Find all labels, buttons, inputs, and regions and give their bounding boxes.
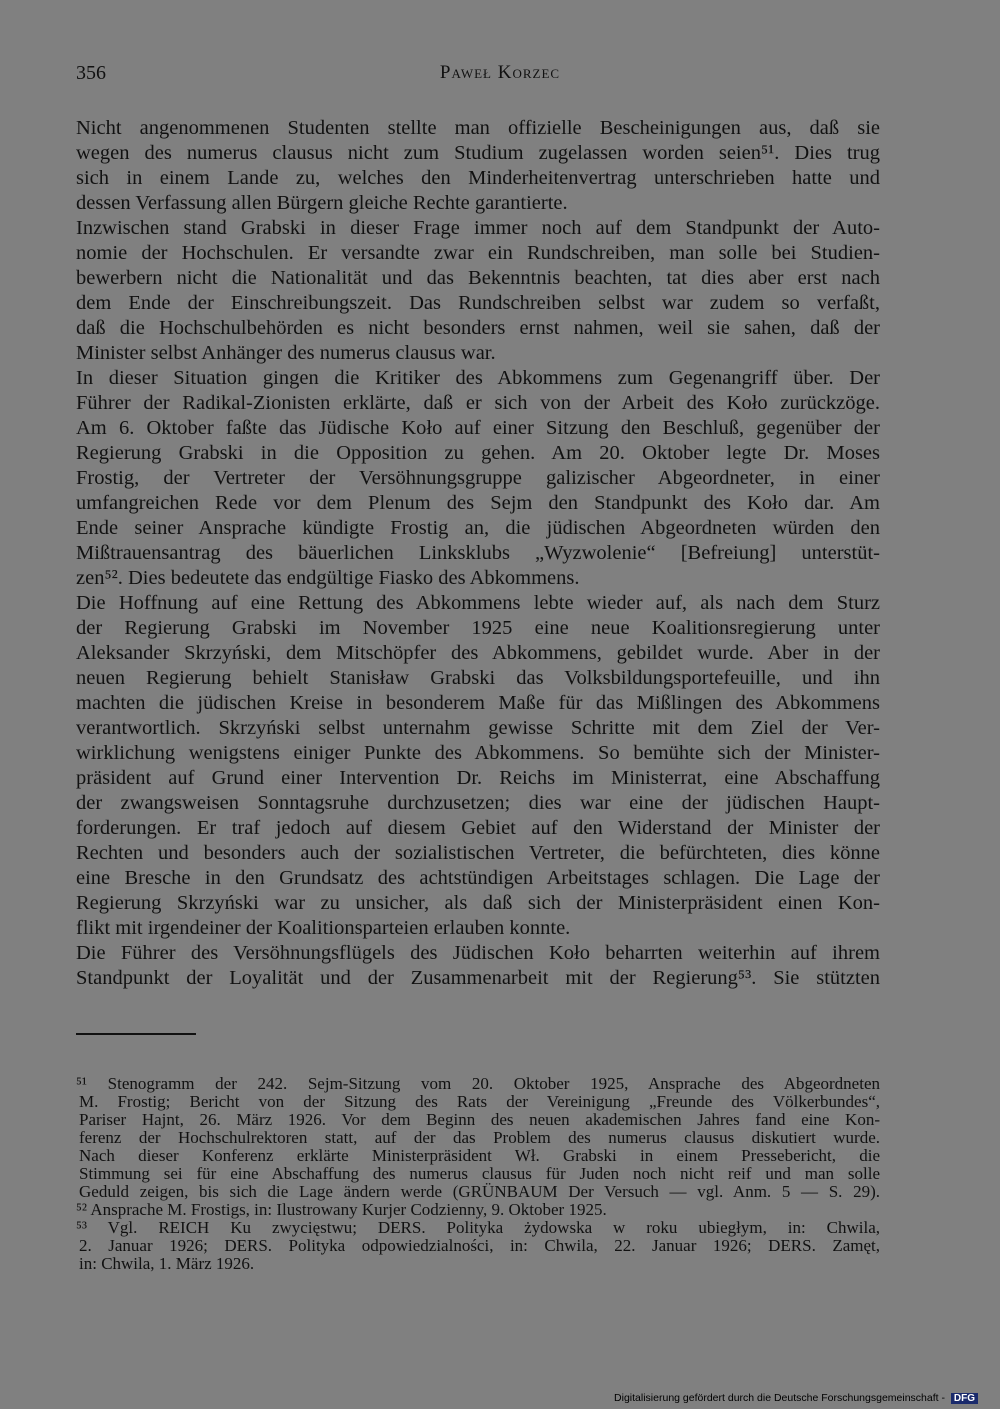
body-line: Aleksander Skrzyński, dem Mitschöpfer des Abkommens, gebildet wurde. Aber in der	[76, 642, 880, 664]
body-line: daß die Hochschulbehörden es nicht besonders ernst nahmen, weil sie sahen, daß der	[76, 317, 880, 339]
footnote-line: M. Frostig; Bericht von der Sitzung des Rats der Vereinigung „Freunde des Völkerbundes“,	[79, 1092, 880, 1111]
footnote-line: ferenz der Hochschulrektoren statt, auf der das Problem des numerus clausus diskutiert wurde.	[79, 1128, 880, 1147]
body-line: forderungen. Er traf jedoch auf diesem Gebiet auf den Widerstand der Minister der	[76, 817, 880, 839]
footnote-line: 2. Januar 1926; DERS. Polityka odpowiedzialności, in: Chwila, 22. Januar 1926; DERS. Zamęt,	[79, 1236, 880, 1255]
body-line: eine Bresche in den Grundsatz des achtstündigen Arbeitstages schlagen. Die Lage der	[76, 867, 880, 889]
body-line: Führer der Radikal-Zionisten erklärte, daß er sich von der Arbeit des Koło zurückzöge.	[76, 392, 880, 414]
body-line: nomie der Hochschulen. Er versandte zwar ein Rundschreiben, man solle bei Studien-	[76, 242, 880, 264]
body-line: Nicht angenommenen Studenten stellte man offizielle Bescheinigungen aus, daß sie	[76, 117, 880, 139]
body-line: Standpunkt der Loyalität und der Zusammenarbeit mit der Regierung⁵³. Sie stützten	[76, 967, 880, 989]
footnote-line: Stimmung sei für eine Abschaffung des numerus clausus für Juden noch nicht reif und man solle	[79, 1164, 880, 1183]
body-line: Mißtrauensantrag des bäuerlichen Linksklubs „Wyzwolenie“ [Befreiung] unterstüt-	[76, 542, 880, 564]
body-line: neuen Regierung behielt Stanisław Grabski das Volksbildungsportefeuille, und ihn	[76, 667, 880, 689]
running-head: Paweł Korzec	[439, 62, 561, 83]
body-line: Rechten und besonders auch der sozialistischen Vertreter, die befürchteten, dies könne	[76, 842, 880, 864]
footnote-line: ⁵³ Vgl. REICH Ku zwycięstwu; DERS. Polityka żydowska w roku ubiegłym, in: Chwila,	[76, 1218, 880, 1237]
body-line: zen⁵². Dies bedeutete das endgültige Fiasko des Abkommens.	[76, 567, 580, 589]
body-line: der Regierung Grabski im November 1925 eine neue Koalitionsregierung unter	[76, 617, 880, 639]
footnote-line: ⁵¹ Stenogramm der 242. Sejm-Sitzung vom 20. Oktober 1925, Ansprache des Abgeordneten	[76, 1074, 880, 1093]
body-line: wegen des numerus clausus nicht zum Studium zugelassen worden seien⁵¹. Dies trug	[76, 142, 880, 164]
body-line: machten die jüdischen Kreise in besonderem Maße für das Mißlingen des Abkommens	[76, 692, 880, 714]
body-line: flikt mit irgendeiner der Koalitionsparteien erlauben konnte.	[76, 917, 571, 939]
body-line: verantwortlich. Skrzyński selbst unternahm gewisse Schritte mit dem Ziel der Ver-	[76, 717, 880, 739]
body-line: Frostig, der Vertreter der Versöhnungsgruppe galizischer Abgeordneter, in einer	[76, 467, 880, 489]
body-line: Inzwischen stand Grabski in dieser Frage immer noch auf dem Standpunkt der Auto-	[76, 217, 880, 239]
body-line: bewerbern nicht die Nationalität und das Bekenntnis beachten, tat dies aber erst nach	[76, 267, 880, 289]
body-line: Minister selbst Anhänger des numerus clausus war.	[76, 342, 496, 364]
digitization-credit	[614, 1392, 978, 1404]
body-line: präsident auf Grund einer Intervention Dr. Reichs im Ministerrat, eine Abschaffung	[76, 767, 880, 789]
footnote-rule	[76, 1033, 196, 1035]
body-line: Die Führer des Versöhnungsflügels des Jüdischen Koło beharrten weiterhin auf ihrem	[76, 942, 880, 964]
footnote-line: Geduld zeigen, bis sich die Lage ändern werde (GRÜNBAUM Der Versuch — vgl. Anm. 5 — S. 29).	[79, 1182, 880, 1201]
footnote-line: Nach dieser Konferenz erklärte Ministerpräsident Wł. Grabski in einem Pressebericht, die	[79, 1146, 880, 1165]
body-line: wirklichung wenigstens einiger Punkte des Abkommens. So bemühte sich der Minister-	[76, 742, 880, 764]
body-line: Die Hoffnung auf eine Rettung des Abkommens lebte wieder auf, als nach dem Sturz	[76, 592, 880, 614]
footnote-line: ⁵² Ansprache M. Frostigs, in: Ilustrowany Kurjer Codzienny, 9. Oktober 1925.	[76, 1200, 607, 1219]
body-line: Ende seiner Ansprache kündigte Frostig an, die jüdischen Abgeordneten würden den	[76, 517, 880, 539]
body-line: Am 6. Oktober faßte das Jüdische Koło auf einer Sitzung den Beschluß, gegenüber der	[76, 417, 880, 439]
page-number: 356	[76, 62, 106, 84]
body-line: In dieser Situation gingen die Kritiker des Abkommens zum Gegenangriff über. Der	[76, 367, 880, 389]
body-line: dessen Verfassung allen Bürgern gleiche Rechte garantierte.	[76, 192, 568, 214]
dfg-logo: DFG	[951, 1393, 978, 1404]
body-line: umfangreichen Rede vor dem Plenum des Sejm den Standpunkt des Koło dar. Am	[76, 492, 880, 514]
body-line: der zwangsweisen Sonntagsruhe durchzusetzen; dies war eine der jüdischen Haupt-	[76, 792, 880, 814]
footnote-line: Pariser Hajnt, 26. März 1926. Vor dem Beginn des neuen akademischen Jahres fand eine Kon-	[79, 1110, 880, 1129]
body-line: Regierung Skrzyński war zu unsicher, als daß sich der Ministerpräsident einen Kon-	[76, 892, 880, 914]
body-line: Regierung Grabski in die Opposition zu gehen. Am 20. Oktober legte Dr. Moses	[76, 442, 880, 464]
body-line: dem Ende der Einschreibungszeit. Das Rundschreiben selbst war zudem so verfaßt,	[76, 292, 880, 314]
credit-text: Digitalisierung gefördert durch die Deutsche Forschungsgemeinschaft -	[614, 1392, 945, 1404]
footnote-line: in: Chwila, 1. März 1926.	[79, 1254, 255, 1273]
body-line: sich in einem Lande zu, welches den Minderheitenvertrag unterschrieben hatte und	[76, 167, 880, 189]
